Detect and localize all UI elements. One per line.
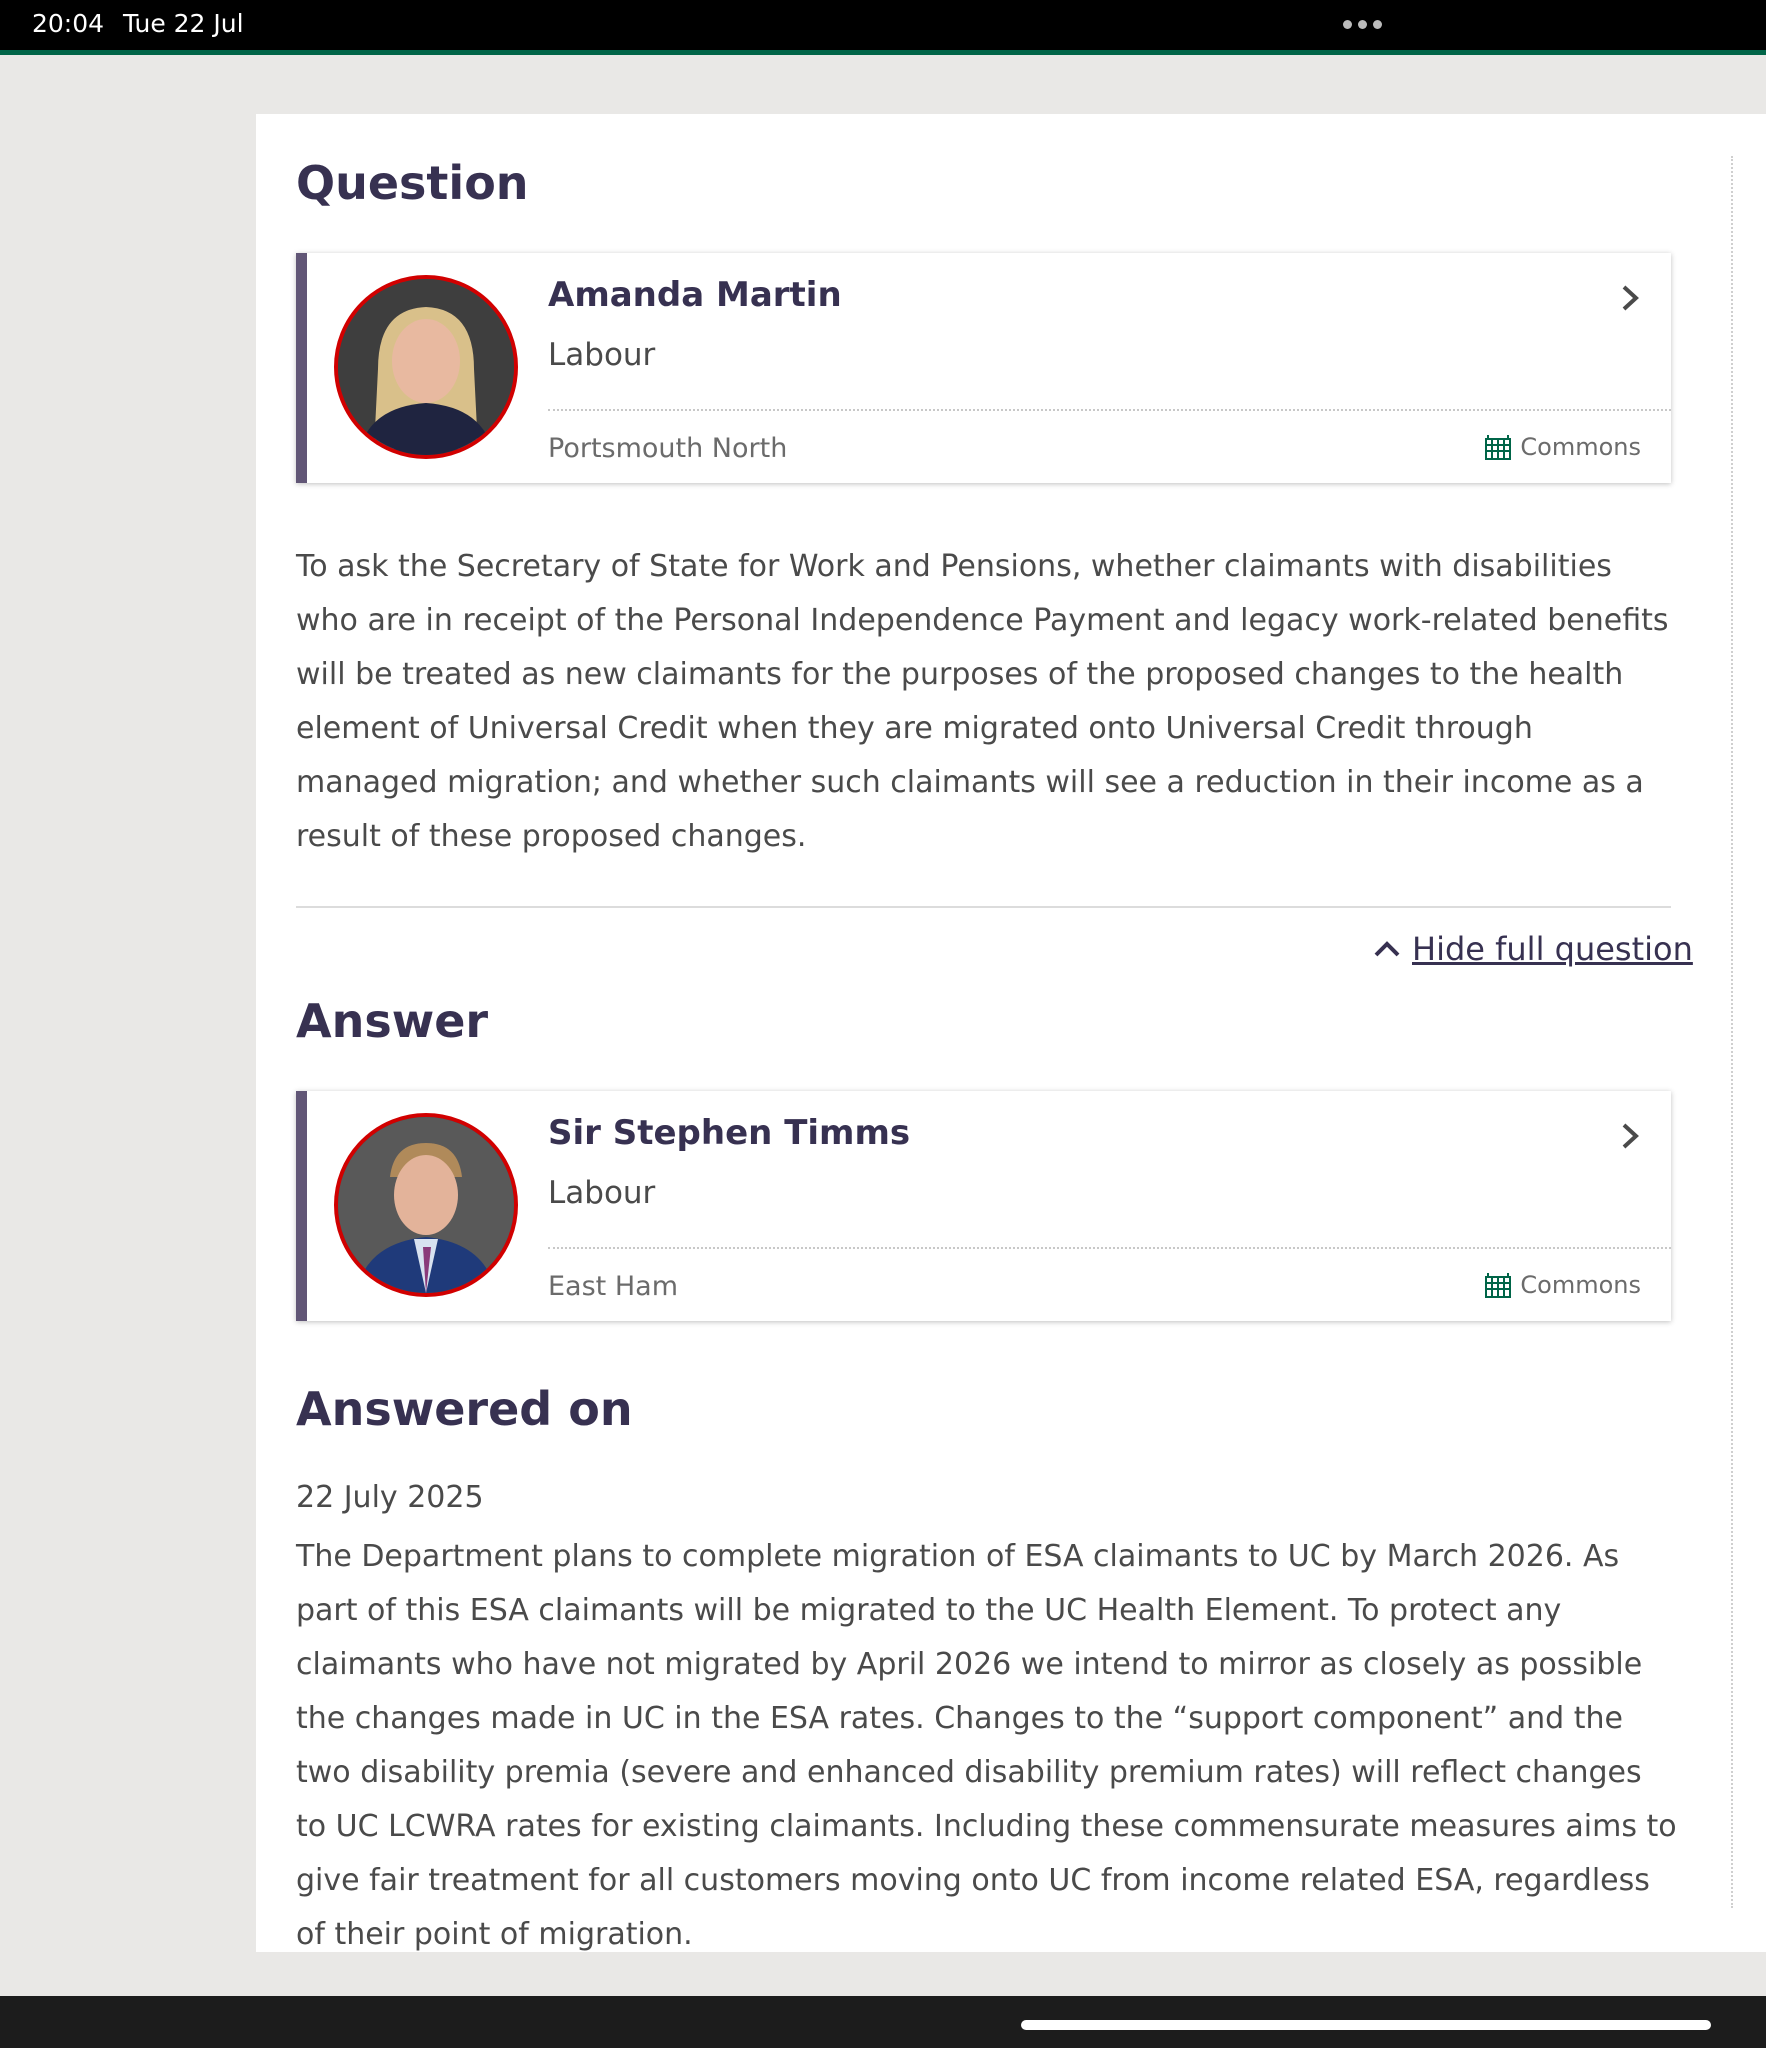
member-constituency: East Ham [548, 1271, 678, 1302]
card-divider [548, 409, 1671, 411]
home-indicator[interactable] [1021, 2020, 1711, 2030]
card-divider [548, 1247, 1671, 1249]
question-member-card[interactable] [296, 253, 1671, 483]
scroll-track [1731, 156, 1733, 1908]
member-portrait-icon [338, 1117, 514, 1293]
member-name[interactable]: Amanda Martin [548, 275, 842, 315]
member-avatar [334, 1113, 518, 1297]
house-name: Commons [1520, 433, 1641, 461]
status-date: Tue 22 Jul [123, 9, 244, 38]
chevron-up-icon [1372, 934, 1402, 964]
status-time: 20:04 [32, 9, 105, 38]
chevron-right-icon[interactable] [1615, 1121, 1645, 1151]
house-label [1484, 1271, 1641, 1299]
member-constituency: Portsmouth North [548, 433, 788, 464]
portcullis-icon [1484, 1271, 1512, 1299]
house-name: Commons [1520, 1271, 1641, 1299]
chevron-right-icon[interactable] [1615, 283, 1645, 313]
member-avatar [334, 275, 518, 459]
portcullis-icon [1484, 433, 1512, 461]
house-label [1484, 433, 1641, 461]
card-accent [296, 1091, 307, 1321]
member-name[interactable]: Sir Stephen Timms [548, 1113, 911, 1153]
multitasking-dots-icon[interactable] [1343, 20, 1382, 29]
member-party: Labour [548, 337, 656, 373]
question-divider [296, 906, 1671, 908]
hide-full-question-link[interactable] [1372, 930, 1693, 968]
answer-member-card[interactable] [296, 1091, 1671, 1321]
answered-on-heading: Answered on [296, 1382, 633, 1436]
question-text: To ask the Secretary of State for Work and Pensions, whether claimants with disabilities who are in receipt of the Personal Independence Payment and legacy work-related benefits will be treated as new claimants for the purposes of the proposed changes to the health element of Universal Credit when they are migrated onto Universal Credit through managed migration; and whether such claimants will see a reduction in their income as a result of these proposed changes. [296, 549, 1669, 854]
answer-text: The Department plans to complete migration of ESA claimants to UC by March 2026. As part of this ESA claimants will be migrated to the UC Health Element. To protect any claimants who have not migrated by April 2026 we intend to mirror as closely as possible the changes made in UC in the ESA rates. Changes to the “support component” and the two disability premia (severe and enhanced disability premium rates) will reflect changes to UC LCWRA rates for existing claimants. Including these commensurate measures aims to give fair treatment for all customers moving onto UC from income related ESA, regardless of their point of migration. [296, 1539, 1677, 1952]
hide-full-question-label[interactable]: Hide full question [1412, 930, 1693, 968]
member-party: Labour [548, 1175, 656, 1211]
question-heading: Question [296, 156, 529, 210]
member-portrait-icon [338, 279, 514, 455]
status-bar [0, 0, 1766, 55]
answered-date: 22 July 2025 [296, 1480, 484, 1515]
answer-heading: Answer [296, 994, 489, 1048]
card-accent [296, 253, 307, 483]
